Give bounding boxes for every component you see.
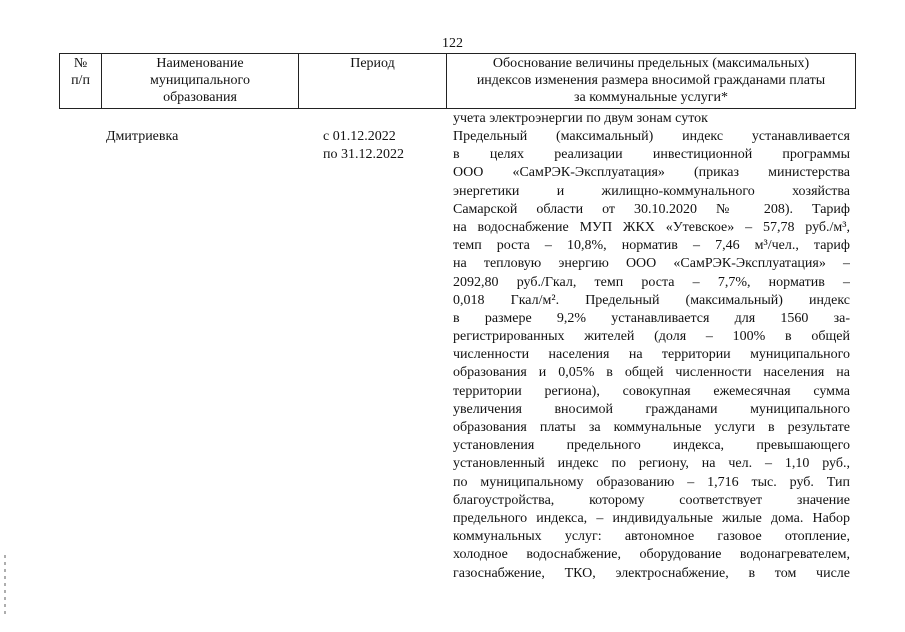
basis-line: регистрированных жителей (доля – 100% в общей (453, 329, 850, 345)
basis-line: коммунальных услуг: автономное газовое отопление, (453, 529, 850, 545)
scan-artifact (4, 555, 6, 615)
basis-line: образования платы за коммунальные услуги в результате (453, 420, 850, 435)
basis-line: по муниципальному образованию – 1,716 тыс. руб. Тип (453, 474, 850, 490)
table-header (59, 53, 856, 109)
municipality-name: Дмитриевка (106, 129, 179, 144)
header-period-label: Период (350, 56, 395, 71)
basis-line: на водоснабжение МУП ЖКХ «Утевское» – 57,78 руб./м³, (453, 219, 850, 235)
basis-line: предельного индекса, – индивидуальные жилые дома. Набор (453, 510, 850, 526)
continuation-line: учета электроэнергии по двум зонам суток (453, 111, 708, 126)
basis-line: Самарской области от 30.10.2020 № 208). Тариф (453, 201, 850, 217)
period-to: по 31.12.2022 (323, 147, 404, 162)
basis-line: численности населения на территории муниципального (453, 347, 850, 363)
period-cell (323, 128, 404, 164)
basis-line: установленный индекс по региону, на чел. – 1,10 руб., (453, 456, 850, 472)
basis-line: на тепловую энергию ООО «СамРЭК-Эксплуатация» – (453, 256, 850, 272)
basis-line: в целях реализации инвестиционной программы (453, 147, 850, 163)
basis-text (453, 128, 850, 583)
header-num-label: № п/п (71, 56, 90, 88)
basis-line: ООО «СамРЭК-Эксплуатация» (приказ министерства (453, 165, 850, 181)
basis-line: установления предельного индекса, превышающего (453, 438, 850, 454)
basis-line: образования и 0,05% в общей численности населения на (453, 365, 850, 381)
basis-line: благоустройства, которому соответствует значение (453, 492, 850, 508)
page-number: 122 (442, 36, 463, 51)
basis-line: 2092,80 руб./Гкал, темп роста – 7,7%, норматив – (453, 274, 850, 290)
header-municipality (102, 54, 299, 109)
basis-line: 0,018 Гкал/м². Предельный (максимальный) индекс (453, 292, 850, 308)
period-from: с 01.12.2022 (323, 129, 396, 144)
basis-line: газоснабжение, ТКО, электроснабжение, в том числе (453, 565, 850, 581)
basis-line: Предельный (максимальный) индекс устанавливается (453, 129, 850, 144)
header-num (60, 54, 102, 109)
basis-line: территории региона), совокупная ежемесячная сумма (453, 383, 850, 399)
header-municipality-label: Наименование муниципального образования (150, 56, 250, 105)
basis-line: темп роста – 10,8%, норматив – 7,46 м³/чел., тариф (453, 238, 850, 254)
basis-line: холодное водоснабжение, оборудование водонагревателем, (453, 547, 850, 563)
header-row (60, 54, 856, 109)
header-basis (447, 54, 856, 109)
header-basis-label: Обоснование величины предельных (максимальных) индексов изменения размера вносимой гражданами платы за коммунальные услуги* (476, 56, 826, 105)
header-period (299, 54, 447, 109)
basis-line: в размере 9,2% устанавливается для 1560 за- (453, 310, 850, 326)
basis-line: увеличения вносимой гражданами муниципального (453, 401, 850, 417)
basis-line: энергетики и жилищно-коммунального хозяйства (453, 183, 850, 199)
